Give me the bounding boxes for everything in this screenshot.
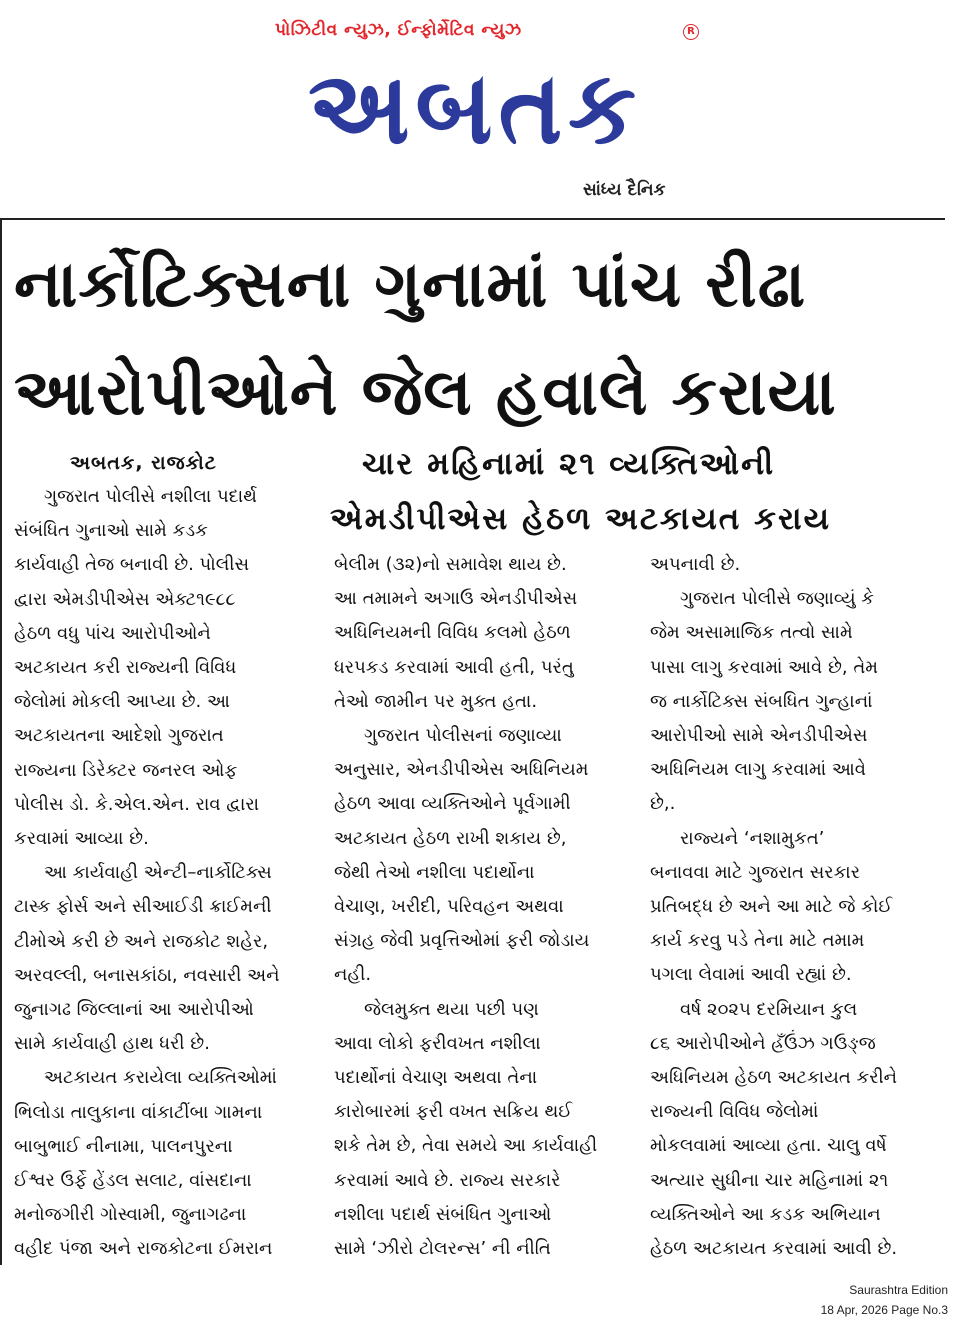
article-line: જેથી તેઓ નશીલા પદાર્થોના — [334, 861, 535, 883]
article-line: ગુજરાત પોલીસે નશીલા પદાર્થ — [44, 486, 257, 507]
logo-text: અબતક — [308, 49, 642, 167]
article-line: દ્વારા એમડીપીએસ એક્ટ૧૯૮૮ — [14, 588, 236, 610]
article-line: અપનાવી છે. — [650, 554, 741, 575]
subhead-line-2: એમડીપીએસ હેઠળ અટકાયત કરાય — [330, 501, 831, 537]
article-line: હેઠળ વધુ પાંચ આરોપીઓને — [14, 622, 211, 644]
subhead-line-1: ચાર મહિનામાં ૨૧ વ્યક્તિઓની — [362, 446, 776, 482]
article-line: વહીદ પંજા અને રાજકોટના ઈમરાન — [14, 1238, 273, 1260]
article-line: આરોપીઓ સામે એનડીપીએસ — [650, 725, 868, 747]
article-line: કરવામાં આવ્યા છે. — [14, 828, 149, 850]
article-column-2 — [334, 548, 626, 1266]
registered-mark-icon: R — [683, 24, 699, 40]
article-line: જેલમુક્ત થયા પછી પણ — [364, 998, 539, 1020]
article-line: સામે ‘ઝીરો ટોલરન્સ’ ની નીતિ — [334, 1238, 551, 1260]
article-line: શકે તેમ છે, તેવા સમયે આ કાર્યવાહી — [334, 1135, 598, 1157]
article-line: અટકાયત કરી રાજ્યની વિવિધ — [14, 657, 237, 679]
article-line: નહી. — [334, 964, 372, 986]
article-line: પોલીસ ડો. કે.એલ.એન. રાવ દ્વારા — [14, 793, 260, 815]
article-line: અધિનિયમ લાગુ કરવામાં આવે — [650, 759, 866, 781]
tagline: પોઝિટીવ ન્યુઝ, ઈન્ફોર્મેટિવ ન્યુઝ — [275, 20, 522, 40]
article-line: ગુજરાત પોલીસનાં જણાવ્યા — [364, 725, 562, 747]
article-line: ભિલોડા તાલુકાના વાંકાટીંબા ગામના — [14, 1101, 263, 1123]
date-page-label: 18 Apr, 2026 Page No.3 — [820, 1303, 948, 1317]
article-line: પગલા લેવામાં આવી રહ્યાં છે. — [650, 964, 852, 986]
article-line: વ્યક્તિઓને આ કડક અભિયાન — [650, 1203, 881, 1225]
article-line: વર્ષ ૨૦૨૫ દરમિયાન કુલ — [680, 998, 858, 1020]
article-line: સંગ્રહ જેવી પ્રવૃત્તિઓમાં ફરી જોડાય — [334, 930, 590, 952]
article-line: ૮૬ આરોપીઓને હ્રઁઉંઝ ગઉઙ્જ — [650, 1032, 876, 1054]
article-line: અધિનિયમની વિવિધ કલમો હેઠળ — [334, 622, 571, 644]
article-line: પદાર્થોનાં વેચાણ અથવા તેના — [334, 1067, 538, 1089]
article-line: હેઠળ આવા વ્યક્તિઓને પૂર્વગામી — [334, 793, 571, 815]
article-line: ટાસ્ક ફોર્સ અને સીઆઈડી ક્રાઈમની — [14, 896, 272, 918]
article-line: સામે કાર્યવાહી હાથ ધરી છે. — [14, 1033, 210, 1055]
article-line: જેલોમાં મોકલી આપ્યા છે. આ — [14, 691, 230, 713]
article-line: તેઓ જામીન પર મુક્ત હતા. — [334, 690, 538, 712]
article-line: અત્યાર સુધીના ચાર મહિનામાં ૨૧ — [650, 1169, 889, 1191]
article-line: મનોજગીરી ગોસ્વામી, જુનાગઢના — [14, 1204, 247, 1226]
article-line: રાજ્યના ડિરેક્ટર જનરલ ઓફ — [14, 759, 238, 781]
newspaper-logo — [255, 38, 695, 178]
article-line: મોકલવામાં આવ્યા હતા. ચાલુ વર્ષે — [650, 1135, 887, 1157]
top-rule — [0, 218, 945, 220]
article-line: હેઠળ અટકાયત કરવામાં આવી છે. — [650, 1238, 898, 1260]
article-line: આ તમામને અગાઉ એનડીપીએસ — [334, 588, 578, 610]
article-line: પાસા લાગુ કરવામાં આવે છે, તેમ — [650, 656, 878, 678]
article-line: ધરપકડ કરવામાં આવી હતી, પરંતુ — [334, 656, 574, 678]
article-column-3 — [650, 548, 944, 1266]
left-rule — [0, 220, 2, 1265]
article-line: કાર્ય કરવુ પડે તેના માટે તમામ — [650, 930, 865, 952]
article-line: બાબુભાઈ નીનામા, પાલનપુરના — [14, 1135, 233, 1157]
article-line: કારોબારમાં ફરી વખત સક્રિય થઈ — [334, 1101, 573, 1123]
article-line: અનુસાર, એનડીપીએસ અધિનિયમ — [334, 759, 589, 781]
article-line: બનાવવા માટે ગુજરાત સરકાર — [650, 861, 860, 883]
article-line: વેચાણ, ખરીદી, પરિવહન અથવા — [334, 896, 564, 918]
article-line: અટકાયત હેઠળ રાખી શકાય છે, — [334, 827, 567, 849]
article-line: અટકાયતના આદેશો ગુજરાત — [14, 725, 224, 747]
edition-label: Saurashtra Edition — [849, 1283, 948, 1297]
masthead-subtitle: સાંધ્ય દૈનિક — [583, 180, 666, 200]
article-line: રાજ્યને ‘નશામુકત’ — [680, 827, 825, 849]
article-line: છે,. — [650, 793, 676, 815]
article-line: સંબંધિત ગુનાઓ સામે કડક — [14, 520, 208, 542]
article-column-1 — [14, 480, 312, 1267]
article-line: બેલીમ (૩૨)નો સમાવેશ થાય છે. — [334, 554, 567, 575]
article-line: ગુજરાત પોલીસે જણાવ્યું કે — [680, 588, 874, 610]
article-line: અધિનિયમ હેઠળ અટકાયત કરીને — [650, 1067, 898, 1089]
article-line: નશીલા પદાર્થ સંબંધિત ગુનાઓ — [334, 1203, 552, 1225]
article-line: ઈશ્વર ઉર્ફે હેંડલ સલાટ, વાંસદાના — [14, 1170, 252, 1192]
article-line: આ કાર્યવાહી એન્ટી–નાર્કોટિક્સ — [44, 862, 272, 884]
article-line: ટીમોએ કરી છે અને રાજકોટ શહેર, — [14, 930, 269, 952]
article-line: કરવામાં આવે છે. રાજ્ય સરકારે — [334, 1169, 561, 1191]
dateline: અબતક, રાજકોટ — [70, 452, 217, 474]
article-line: આવા લોકો ફરીવખત નશીલા — [334, 1032, 541, 1054]
article-line: જ નાર્કોટિક્સ સંબધિત ગુન્હાનાં — [650, 690, 873, 712]
article-line: રાજ્યની વિવિધ જેલોમાં — [650, 1101, 819, 1123]
headline-line-1: નાર્કોટિક્સના ગુનામાં પાંચ રીઢા — [14, 248, 807, 322]
article-line: અરવલ્લી, બનાસકાંઠા, નવસારી અને — [14, 964, 280, 986]
article-line: અટકાયત કરાયેલા વ્યક્તિઓમાં — [44, 1067, 277, 1089]
article-line: પ્રતિબદ્ધ છે અને આ માટે જે કોઈ — [650, 896, 893, 918]
article-line: કાર્યવાહી તેજ બનાવી છે. પોલીસ — [14, 554, 250, 576]
headline-line-2: આરોપીઓને જેલ હવાલે કરાયા — [14, 356, 837, 430]
article-line: જેમ અસામાજિક તત્વો સામે — [650, 622, 853, 644]
masthead — [0, 0, 956, 218]
article-line: જુનાગઢ જિલ્લાનાં આ આરોપીઓ — [14, 999, 254, 1021]
